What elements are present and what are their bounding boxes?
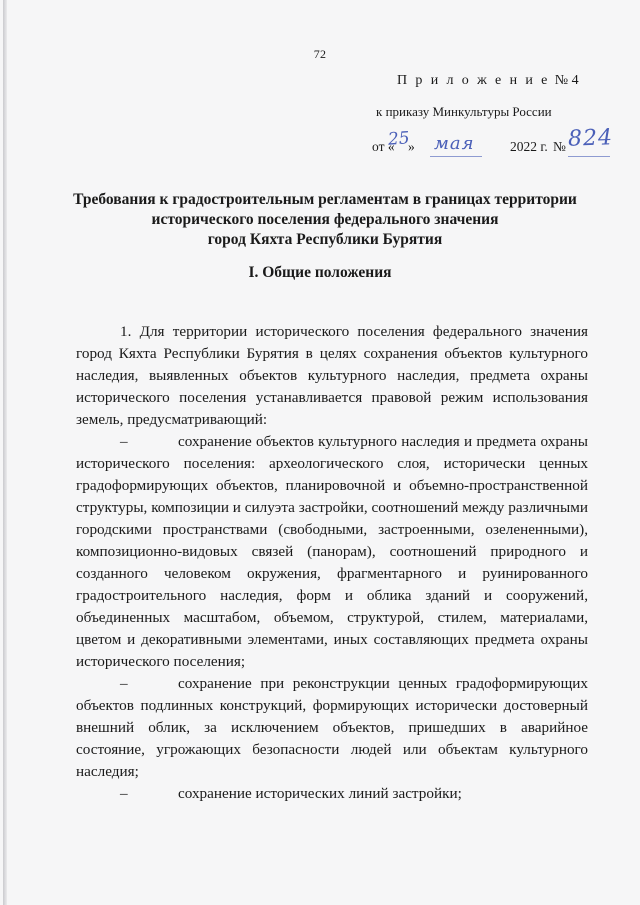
number-label: № <box>553 139 566 154</box>
list-dash: – <box>120 785 128 802</box>
list-item-text: сохранение при реконструкции ценных градоформирующих объектов подлинных конструкций, формирующих исторически достоверный внешний облик, за исключением объектов, пришедших в аварийное состояние, угрожающих безопасности людей или объектам культурного наследия; <box>76 675 588 780</box>
page-number: 72 <box>313 47 327 61</box>
list-item-text: сохранение исторических линий застройки; <box>178 785 462 802</box>
list-item-1 <box>76 431 588 673</box>
list-dash: – <box>120 675 128 692</box>
document-title <box>60 190 590 250</box>
handwritten-month: мая <box>434 133 475 154</box>
appendix-number: № 4 <box>554 73 579 88</box>
list-item-3 <box>76 783 588 805</box>
appendix-order: к приказу Минкультуры России <box>376 104 552 119</box>
list-item-text: сохранение объектов культурного наследия и предмета охраны исторического поселения: археологического слоя, исторически ценных градоформирующих объектов, планировочной и объемно-пространственной структуры, композиции и силуэта застройки, соотношений между различными городскими пространствами (свободными, застроенными, озелененными), композиционно-видовых связей (панорам), соотношений природного и созданного человеком окружения, фрагментарного и руинированного градостроительного наследия, форм и облика зданий и сооружений, объединенных масштабом, объемом, структурой, стилем, материалами, цветом и декоративными элементами, иных составляющих предмета охраны исторического поселения; <box>76 433 588 670</box>
scan-edge <box>3 0 7 905</box>
handwritten-order-number: 824 <box>567 125 614 152</box>
date-prefix: от « <box>372 139 395 154</box>
document-body <box>76 321 588 805</box>
appendix-title-text: П р и л о ж е н и е <box>397 73 550 88</box>
handwritten-day: 25 <box>387 128 411 150</box>
appendix-title <box>397 73 579 89</box>
date-close-quote: » <box>408 139 415 154</box>
date-year: 2022 г. <box>510 139 548 154</box>
appendix-date-line <box>372 125 614 161</box>
paragraph-1: 1. Для территории исторического поселения федерального значения город Кяхта Республики Бурятия в целях сохранения объектов культурного наследия, выявленных объектов культурного наследия, предмета охраны исторического поселения устанавливается правовой режим использования земель, предусматривающий: <box>76 323 588 428</box>
month-underline <box>430 156 482 157</box>
list-dash: – <box>120 433 128 450</box>
section-heading: I. Общие положения <box>248 264 392 281</box>
title-line-2: исторического поселения федерального значения <box>151 211 499 228</box>
title-line-1: Требования к градостроительным регламентам в границах территории <box>73 191 577 208</box>
list-item-2 <box>76 673 588 783</box>
title-line-3: город Кяхта Республики Бурятия <box>207 231 443 248</box>
number-underline <box>568 156 610 157</box>
